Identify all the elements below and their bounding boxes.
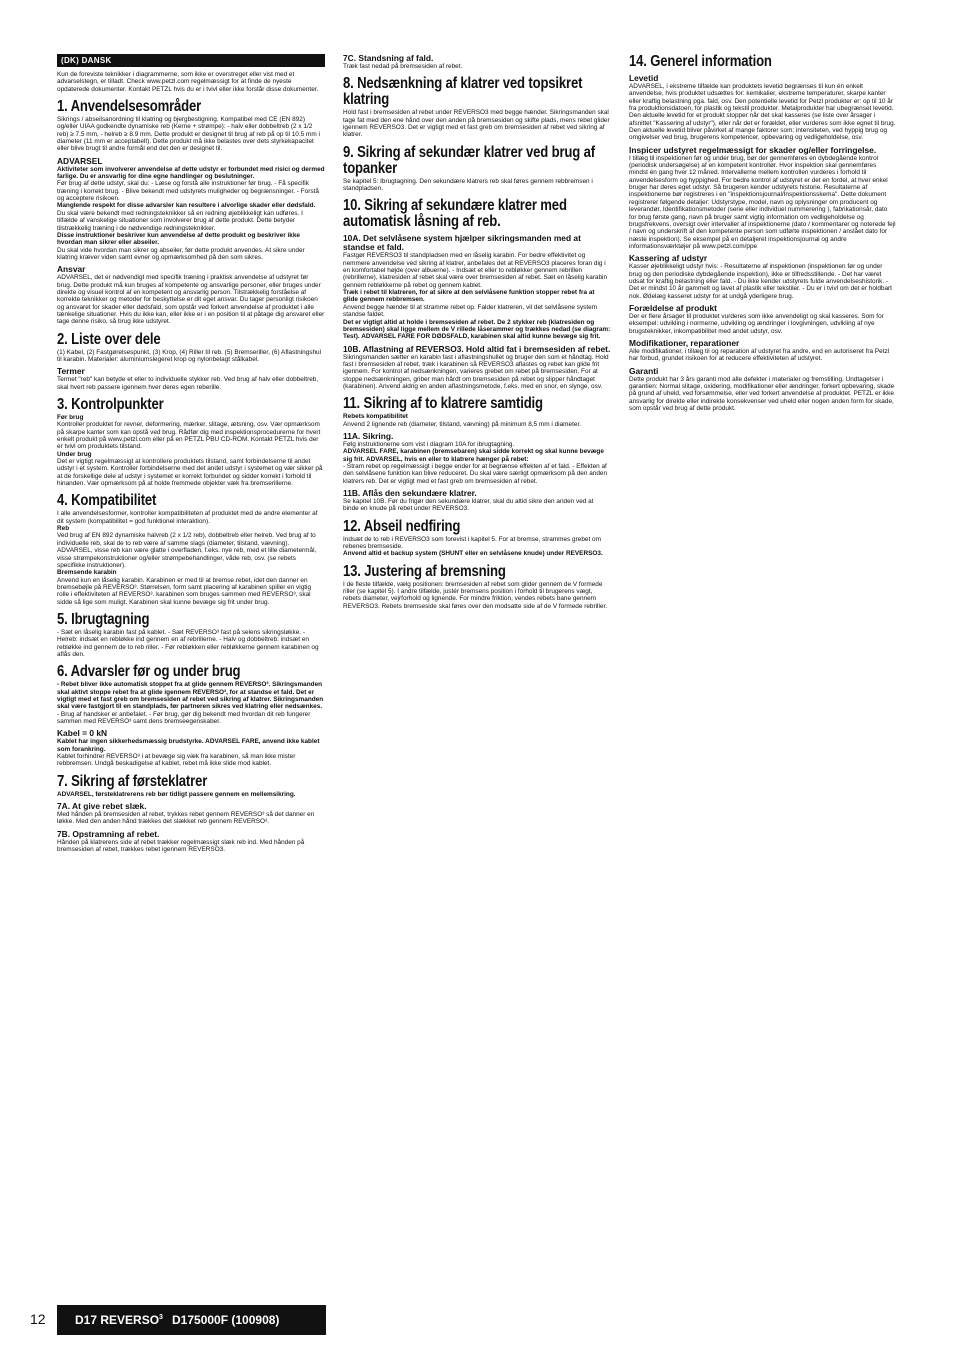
section-8-body: Hold fast i bremsesiden af rebet under REVERSO3 med begge hænder. Sikringsmanden skal tage fat med den ene hånd over den anden på bremsesiden og skifte plads, mens rebet glider igennem REVERSO3. Det er vigtigt med et fast greb om bremsesiden af rebet ved sikring af klatrer.: [343, 109, 610, 139]
warning-text-1: Før brug af dette udstyr, skal du: - Læse og forstå alle instruktioner før brug. - Få specifik træning i korrekt brug. - Blive bekendt med udstyrets muligheder og begrænsninger. - Forstå og acceptere risikoen.: [57, 180, 319, 203]
section-7c-text: Træk fast nedad på bremsesiden af rebet.: [343, 63, 463, 70]
column-3: [629, 54, 897, 412]
before-use-heading: Før brug: [57, 414, 84, 421]
section-13-title: 13. Justering af bremsning: [343, 562, 506, 580]
terms-text: Termet "reb" kan betyde et eller to individuelle stykker reb. Ved brug af halv eller dobbeltreb, skal hvert reb passere igennem hver deres egen reberille.: [57, 376, 319, 391]
section-8-title: 8. Nedsænkning af klatrer ved topsikret klatring: [343, 75, 583, 109]
responsibility-text: ADVARSEL, det er nødvendigt med specifik træning i praktisk anvendelse af udstyret før brug. Dette produkt må kun bruges af kompetente og ansvarlige personer, eller bruges under direkte og visuel kontrol af en kompetent og ansvarlig person. Tilstrækkelig forståelse af korrekte teknikker og metoder for beskyttelse er dit eget ansvar. Du tager personligt risikoen og ansvaret for skader eller dødsfald, som opstår ved forkert anvendelse af produktet i alle tænkelige situationer. Hvis du ikke kan, eller ikke er i en position til at påtage dig ansvaret eller tage denne risiko, så brug ikke udstyret.: [57, 274, 325, 326]
section-11-text: Anvend 2 lignende reb (diameter, tilstand, vævning) på minimum 8,5 mm i diameter.: [343, 420, 582, 428]
section-10a-bold: Træk i rebet til klatreren, for at sikre at den selvlåsene funktion stopper rebet fra at glide gennem rebbremsen.: [343, 289, 595, 304]
section-10b-heading: 10B. Aflastning af REVERSO3. Hold altid fat i bremsesiden af rebet.: [343, 343, 611, 354]
section-12-text: Indsæt de to reb i REVERSO3 som forevist i kapitel 5. For at bremse, strammes grebet om rebenes bremseside.: [343, 535, 601, 551]
section-10a-heading: 10A. Det selvlåsene system hjælper sikringsmanden med at standse et fald.: [343, 233, 581, 253]
column-2: [343, 54, 611, 610]
page-number: 12: [30, 1311, 46, 1327]
section-1-title: 1. Anvendelsesområder: [57, 98, 202, 116]
section-11-bold: Rebets kompatibilitet: [343, 413, 408, 421]
obsolescence-text: Der er flere årsager til produktet vurderes som ikke anvendeligt og skal kasseres. Som for eksempel: udvikling i normerne, udvikling og ændringer i lovgivningen, udvikling af nye brugsteknikker, inkompatibilitet med andet udstyr, osv.: [629, 312, 884, 335]
section-11-title: 11. Sikring af to klatrere samtidig: [343, 395, 543, 413]
section-7-title: 7. Sikring af førsteklatrer: [57, 772, 208, 790]
section-13-text: I de fleste tilfælde, vælg positionen: bremsesiden af rebet som glider gennem de V formede riller (se kapitel 5). I andre tilfælde, justér bremsens position i forhold til brugerens vægt, rebets diameter, vejrforhold og lignende. For mindre friktion, vendes rebets bane gennem REVERSO3. Rebets bremseside skal føres over den modsatte side af de V formede rebriller.: [343, 580, 608, 610]
warning-heading: ADVARSEL: [57, 155, 103, 166]
footer-model: D17 REVERSO$^3$: [75, 1313, 163, 1327]
warning-bold-1: Aktiviteter som involverer anvendelse af dette udstyr er forbundet med risici og dermed farlige. Du er ansvarlig for dine egne handlinger og beslutninger.: [57, 165, 325, 181]
language-label: (DK) DANSK: [57, 54, 325, 67]
section-6-bold: - Rebet bliver ikke automatisk stoppet fra at glide gennem REVERSO³. Sikringsmanden skal aktivt stoppe rebet fra at glide igennem REVERSO³, for at standse et fald. Det er vigtigt med et fast greb om bremsesiden af rebet ved sikring af klatrer. Sikringsmanden skal være fastgjort til en standplads, før partneren sikres ved klatring eller nedsænkes.: [57, 681, 324, 711]
section-10b-text: Sikringsmanden sætter en karabin fast i aflastningshullet og bruger den som et håndtag. Hold fast i bremsesiden af rebet, træk i karabinen så REVERSO3 aflastes og rebet kan glide frit igennem. For kontrol af nedsænkningen, varieres grebet om rebet på bremsesiden. For at stoppe nedsænkningen, griber man hårdt om bremsesiden på rebet og slipper håndtaget (karabinen). Anvend aldrig en anden aflastningsmetode, f.eks. med en snor, en slynge, osv.: [343, 353, 609, 390]
warning-text-2: Du skal være bekendt med redningsteknikker så en redning øjeblikkeligt kan udføres. I tilfælde af vanskelige situationer som involverer brug af dette produkt. Dette betyder tilstrækkelig træning i de nødvendige redningsteknikker.: [57, 209, 303, 232]
section-2-body: (1) Kabel, (2) Fastgørelsespunkt, (3) Krop, (4) Riller til reb. (5) Bremseriller, (6) Aflastningshul til karabin. Materialer: aluminiumslegeret krop og nylonbelagt stålkabel.: [57, 348, 322, 363]
section-6-text: - Brug af handsker er anbefalet. - Før brug, gør dig bekendt med hvordan dit reb fungerer sammen med REVERSO³ samt dens bremseegenskaber.: [57, 710, 311, 725]
lifetime-text: ADVARSEL, i ekstreme tilfælde kan produktets levetid begrænses til kun én enkelt anvendelse, hvis produktet udsættes for: kemikalier, ekstreme temperaturer, skarpe kanter eller kraftig belastning pga. fald, osv. Den potentielle levetid for Petzl produkter er: op til 10 år fra produktionsdatoen, for plastik og tekstil produkter. Metalprodukter har ubegrænset levetid. Den aktuelle levetid for et produkt stopper når det skal kasseres (se liste over årsager i afsnittet "Kassering af udstyr"), eller når det er forældet, eller vurderes som ikke egnet til brug. Den aktuelle levetid bliver påvirket af mange faktorer som: intensiteten, ved hyppig brug og omgivelser ved brug, brugerens kompetencer, opbevaring og vedligeholdelse, osv.: [629, 83, 896, 142]
section-10a-text-2: Anvend begge hænder til at stramme rebet op. Falder klatreren, vil det selvlåsene system standse faldet.: [343, 303, 598, 319]
modifications-heading: Modifikationer, reparationer: [629, 337, 740, 348]
section-1-body: Sikrings / abseilsanordning til klatring og bjergbestigning. Kompatibel med CE (EN 892) og/eller UIAA godkendte dynamiske reb (Kerne + strømpe): - halv eller dobbeltreb (2 x 1/2 reb) ≥ 7.5 mm, - helreb ≥ 8.9 mm. Dette produkt er designet til brug af reb på op til 10.5 mm i diameter (11 mm er acceptabelt). Dette produkt må ikke belastes over dets styrkekapacitet eller blive brugt til andre formål end det den er designet til.: [57, 116, 320, 153]
section-7a-text: Med hånden på bremsesiden af rebet, trykkes rebet gennem REVERSO³ så det danner en løkke. Med den anden hånd trækkes det slækket reb gennem REVERSO³.: [57, 811, 315, 826]
before-use-text: Kontroller produktet for revner, deformering, mærker, slitage, ætsning, osv. Vær opmærksom på skarpe kanter som kan opstå ved brug. Rådfør dig med inspektionsprocedurerne for hvert enkelt produkt på www.petzl.com eller på en PETZL PBU CD-ROM. Kontakt PETZL hvis der er tvivl om produktets tilstand.: [57, 421, 321, 451]
warranty-text: Dette produkt har 3 års garanti mod alle defekter i materialer og fremstilling. Undtagelser i garantien: Normal slitage, oxidering, modifikationer eller ændringer, forkert opbevaring, skade på grund af uheld, ved forsømmelse, eller ved forkert anvendelse af produktet. PETZL er ikke ansvarlig for direkte eller indirekte konsekvenser ved uheld eller nogen anden form for skade, som opstår ved brug af dette produkt.: [629, 375, 895, 413]
lifetime-heading: Levetid: [629, 73, 659, 83]
section-4-body: I alle anvendelsesformer, kontroller kompatibiliteten af produktet med de andre elementer af dit system (kompatibilitet = god funktionel interaktion).: [57, 510, 318, 525]
section-5-body: - Sæt en låselig karabin fast på kablet. - Sæt REVERSO³ fast på selens sikringsløkke. - Helreb: indsæt en rebløkke ind gennem en af rebrillerne. - Halv og dobbeltreb: indsæt en rebløkke ind gennem de to reb riller. - Før rebløkken eller rebløkkerne gennem karabinen og aflås den.: [57, 628, 319, 658]
footer-bar: [57, 1305, 326, 1335]
inspection-text: I tillæg til inspektionen før og under brug, bør der gennemføres en dybdegående kontrol (periodisk undersøgelse) af en kompetent kontrollør. Hvor inspektion skal gennemføres mindst én gang hver 12 måned. Intervallerne mellem kontrollen vurderes i forhold til anvendelsesform og hyppighed. For bedre kontrol af udstyret er det en fordel, at hver enkel bruger har deres eget udstyr. Så brugeren kender udstyrets historie. Resultaterne af inspektionerne bør registreres i en "inspektionsjournal/Inspektionsskema". Dette dokument registrerer følgende detaljer: Udstyrstype, model, navn og oplysninger om producent og leverandør. Identifikationsmetoder (serie eller individuel nummerering ), fabrikationsår, dato for brug første gang, navn på bruger samt vigtig information om vedligeholdelse og brugsfrekvens, oversigt over intervaller af inspektionerne (dato / kommentarer og noterede fejl / navn og underskrift af den kompetente person som udførte inspektionen / anslået dato for næste inspektion). Se eksempel på en detaljeret inspektionsjournal og andre informationsværktøjer på www.petzl.com/ppe: [629, 154, 896, 250]
section-10a-bold-2: Det er vigtigt altid at holde i bremsesiden af rebet. De 2 stykker reb (klatresiden og bremsesiden) skal ligge mellem de V rillede låserammer og trækkes nedad (se diagram: Test). ADVARSEL FARE FOR DØDSFALD, karabinen skal altid kunne bevæge sig frit.: [343, 318, 611, 341]
inspection-heading: Inspicer udstyret regelmæssigt for skader og/eller forringelse.: [629, 144, 877, 155]
section-9-title: 9. Sikring af sekundær klatrer ved brug af topanker: [343, 143, 595, 177]
carabiner-text: Anvend kun en låselig karabin. Karabinen er med til at bremse rebet, idet den danner en bremsebøjle på REVERSO³. Størrelsen, form samt placering af karabinen spiller en vigtig rolle i effektiviteten af REVERSO³. karabinen som bruges sammen med REVERSO³, skal sidde så lige som muligt. Karabinen skal kunne bevæge sig frit under brug.: [57, 576, 312, 606]
footer-code: D175000F (100908): [172, 1313, 280, 1327]
rope-text: Ved brug af EN 892 dynamiske halvreb (2 x 1/2 reb), dobbeltreb eller helreb. Ved brug af to individuelle reb, skal de to reb være af samme slags (diameter, tilstand, vævning). ADVARSEL, visse reb kan være glatte i overfladen, f.eks. nye reb, med et lille diametermål, visse strømpekonstruktioner og/eller strømpebehandlinger, våde reb, osv. (se rebets specifikke instruktioner).: [57, 532, 317, 569]
section-3-title: 3. Kontrolpunkter: [57, 396, 164, 413]
terms-heading: Termer: [57, 366, 85, 377]
cable-bold: Kablet har ingen sikkerhedsmæssig brudstyrke. ADVARSEL FARE, anvend ikke kablet som forankring.: [57, 738, 320, 753]
obsolescence-heading: Forældelse af produkt: [629, 302, 717, 313]
section-7b-heading: 7B. Opstramning af rebet.: [57, 828, 160, 839]
section-7b-text: Hånden på klatrerens side af rebet trækker regelmæssigt slæk reb ind. Med hånden på bremsesiden af rebet, trækkes rebet igennem REVERSO3.: [57, 838, 305, 854]
section-10-title: 10. Sikring af sekundære klatrer med automatisk låsning af reb.: [343, 197, 567, 231]
section-7a-heading: 7A. At give rebet slæk.: [57, 801, 147, 812]
section-11a-bold: ADVARSEL FARE, karabinen (bremsebaren) skal sidde korrekt og skal kunne bevæge sig frit. ADVARSEL, hvis en eller to klatrere hænger på rebet:: [343, 448, 604, 463]
during-use-text: Det er vigtigt regelmæssigt at kontrollere produktets tilstand, samt forbindelserne til andet udstyr i et system. Kontroller forbindelserne med det andet udstyr i systemet og vær sikker på at de forskellige dele af udstyr i systemet er korrekt forbundet og sidder korrekt i forhold til hinanden. Vær opmærksom på at holde fremmede objekter væk fra bremserillerne.: [57, 458, 323, 488]
section-11b-heading: 11B. Aflås den sekundære klatrer.: [343, 488, 477, 498]
section-6-title: 6. Advarsler før og under brug: [57, 663, 241, 681]
warning-bold-2: Manglende respekt for disse advarsler kan resultere i alvorlige skader eller dødsfald.: [57, 202, 316, 210]
warning-text-3: Du skal vide hvordan man sikrer og abseiler, før dette produkt anvendes. At sikre under klatring kræver viden samt evner og opmærksomhed på den som sikres.: [57, 246, 305, 261]
section-10a-text: Fastgør REVERSO3 til standpladsen med en låselig karabin. For bedre effektivitet og nemmere anvendelse ved sikring af klatrer, anbefales det at REVERSO3 placeres foran dig i en komfortabel højde (over albuerne). - Indsæt et eller to rebløkker gennem rebrillen (rebrillerne), klatresiden af rebet skal være over bremsesiden af rebet. Sæt en låselig karabin gennem rebløkkerne på rebet og gennem kablet.: [343, 252, 608, 289]
column-1: [57, 54, 325, 853]
section-4-title: 4. Kompatibilitet: [57, 492, 157, 510]
section-7c-heading: 7C. Standsning af fald.: [343, 53, 434, 63]
cable-text: Kablet forhindrer REVERSO³ i at bevæge sig væk fra karabinen, så man ikke mister rebbremsen. Undgå beskadigelse af kablet, rebet må ikke slide mod kablet.: [57, 753, 296, 768]
section-11b-text: Se kapitel 10B. Før du frigør den sekundære klatrer, skal du altid sikre den anden ved at binde en knude på rebet under REVERSO3.: [343, 498, 594, 513]
modifications-text: Alle modifikationer, i tillæg til og reparation af udstyret fra andre, end en autoriseret fra Petzl har forbud, grundet risikoen for at reducere effektiviteten af udstyret.: [629, 347, 890, 363]
section-11a-text-2: - Stram rebet op regelmæssigt i begge ender for at begrænse effekten af et fald. - Effekten af den selvlåsene funktion kan blive reduceret. Du skal være særligt opmærksom på den anden klatrers reb. Det er vigtigt med et fast greb om bremsesiden af rebet.: [343, 462, 608, 485]
warning-bold-3: Disse instruktioner beskriver kun anvendelse af dette produkt og beskriver ikke hvordan man sikrer eller abseiler.: [57, 231, 300, 247]
retirement-text: Kasser øjeblikkeligt udstyr hvis: - Resultaterne af inspektionen (inspektionen før og under brug og den periodiske dybdegående inspektion), ikke er tilfredsstillende. - Det har været udsat for kraftig belastning eller fald. - Du ikke kender udstyrets fulde anvendelseshistorik. - Det er mindst 10 år gammelt og lavet af plastik eller tekstiler. - Du er i tvivl om det er holdbart nok. Ødelæg kasseret udstyr for at undgå yderligere brug.: [629, 263, 892, 300]
section-14-title: 14. Generel information: [629, 53, 772, 70]
section-12-bold: Anvend altid et backup system (SHUNT eller en selvlåsene knude) under REVERSO3.: [343, 550, 603, 558]
section-9-body: Se kapitel 5: Ibrugtagning. Den sekundære klatrers reb skal føres gennem rebbremsen i standpladsen.: [343, 177, 593, 193]
section-7-bold: ADVARSEL, førsteklatrerens reb bør tidligt passere gennem en mellemsikring.: [57, 790, 296, 798]
section-11a-heading: 11A. Sikring.: [343, 430, 394, 441]
cable-heading: Kabel = 0 kN: [57, 728, 108, 739]
warranty-heading: Garanti: [629, 365, 659, 376]
rope-heading: Reb: [57, 525, 70, 533]
section-2-title: 2. Liste over dele: [57, 330, 161, 348]
retirement-heading: Kassering af udstyr: [629, 253, 708, 264]
carabiner-heading: Bremsende karabin: [57, 569, 117, 577]
section-12-title: 12. Abseil nedfiring: [343, 517, 461, 535]
responsibility-heading: Ansvar: [57, 264, 86, 275]
section-11a-text: Følg instruktionerne som vist i diagram 10A for ibrugtagning.: [343, 440, 515, 448]
section-5-title: 5. Ibrugtagning: [57, 610, 150, 628]
intro-text: Kun de foreviste teknikker i diagrammerne, som ikke er overstreget eller vist med et advarselstegn, er tilladt. Check www.petzl.com regelmæssigt for at finde de nyeste opdaterede dokumenter. Kontakt PETZL hvis du er i tvivl eller ikke forstår disse dokumenter.: [57, 71, 319, 93]
during-use-heading: Under brug: [57, 450, 92, 458]
